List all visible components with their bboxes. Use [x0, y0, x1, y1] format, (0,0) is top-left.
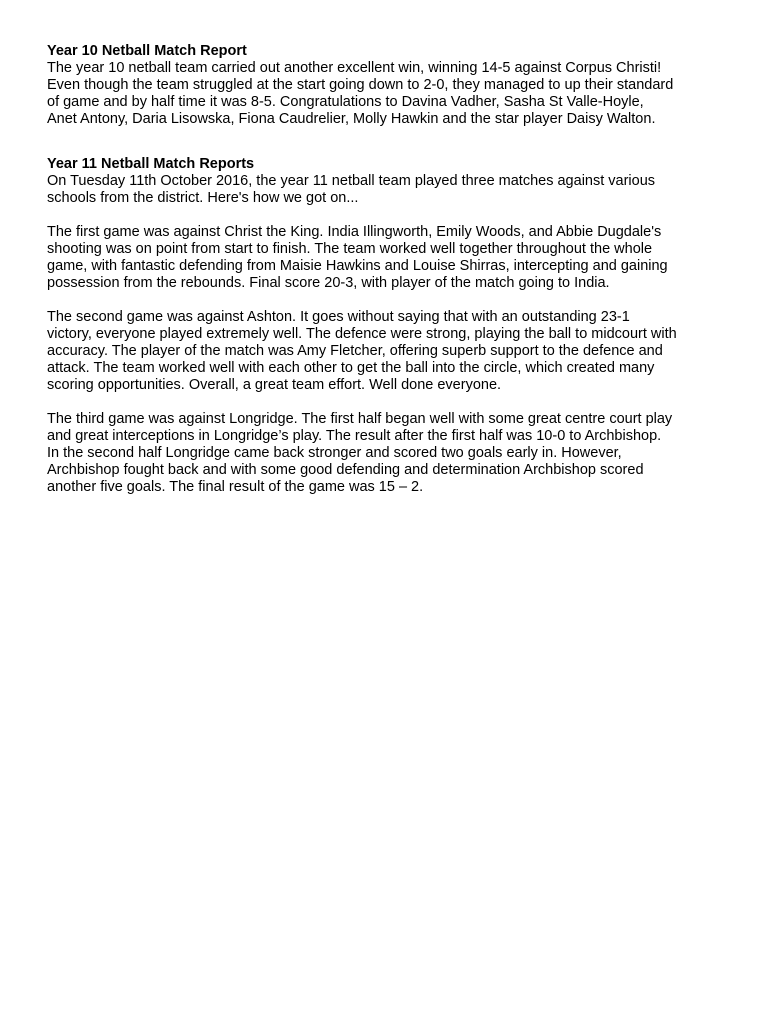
text-line: possession from the rebounds. Final score 20-3, with player of the match going to India. — [47, 275, 610, 291]
year10-report — [47, 43, 747, 128]
text-line: Archbishop fought back and with some good defending and determination Archbishop scored — [47, 462, 644, 478]
text-line: of game and by half time it was 8-5. Congratulations to Davina Vadher, Sasha St Valle-Hoyle, — [47, 94, 644, 110]
game1-paragraph — [47, 224, 747, 292]
paragraph-spacer — [47, 394, 747, 411]
text-line: scoring opportunities. Overall, a great team effort. Well done everyone. — [47, 377, 502, 393]
text-line: accuracy. The player of the match was Amy Fletcher, offering superb support to the defence and — [47, 343, 663, 359]
text-line: On Tuesday 11th October 2016, the year 11 netball team played three matches against various — [47, 173, 656, 189]
text-line: schools from the district. Here's how we got on... — [47, 190, 359, 206]
paragraph-spacer — [47, 292, 747, 309]
year11-report — [47, 156, 747, 496]
text-line: The second game was against Ashton. It goes without saying that with an outstanding 23-1 — [47, 309, 630, 325]
text-line: The first game was against Christ the King. India Illingworth, Emily Woods, and Abbie Dugdale's — [47, 224, 662, 240]
text-line: The year 10 netball team carried out another excellent win, winning 14-5 against Corpus Christi! — [47, 60, 662, 76]
game3-paragraph — [47, 411, 747, 496]
text-line: attack. The team worked well with each other to get the ball into the circle, which created many — [47, 360, 655, 376]
text-line: victory, everyone played extremely well. The defence were strong, playing the ball to midcourt with — [47, 326, 677, 342]
text-line: and great interceptions in Longridge’s play. The result after the first half was 10-0 to Archbishop. — [47, 428, 662, 444]
year10-paragraph — [47, 60, 747, 128]
document-page — [47, 43, 747, 496]
game2-paragraph — [47, 309, 747, 394]
paragraph-spacer — [47, 207, 747, 224]
text-line: shooting was on point from start to finish. The team worked well together throughout the whole — [47, 241, 653, 257]
year11-intro-paragraph — [47, 173, 747, 207]
text-line: The third game was against Longridge. The first half began well with some great centre court play — [47, 411, 673, 427]
year11-heading: Year 11 Netball Match Reports — [47, 156, 255, 172]
text-line: Anet Antony, Daria Lisowska, Fiona Caudrelier, Molly Hawkin and the star player Daisy Walton. — [47, 111, 656, 127]
year10-heading: Year 10 Netball Match Report — [47, 43, 247, 59]
section-spacer — [47, 128, 747, 156]
text-line: Even though the team struggled at the start going down to 2-0, they managed to up their standard — [47, 77, 674, 93]
text-line: In the second half Longridge came back stronger and scored two goals early in. However, — [47, 445, 622, 461]
text-line: game, with fantastic defending from Maisie Hawkins and Louise Shirras, intercepting and gaining — [47, 258, 668, 274]
text-line: another five goals. The final result of the game was 15 – 2. — [47, 479, 424, 495]
